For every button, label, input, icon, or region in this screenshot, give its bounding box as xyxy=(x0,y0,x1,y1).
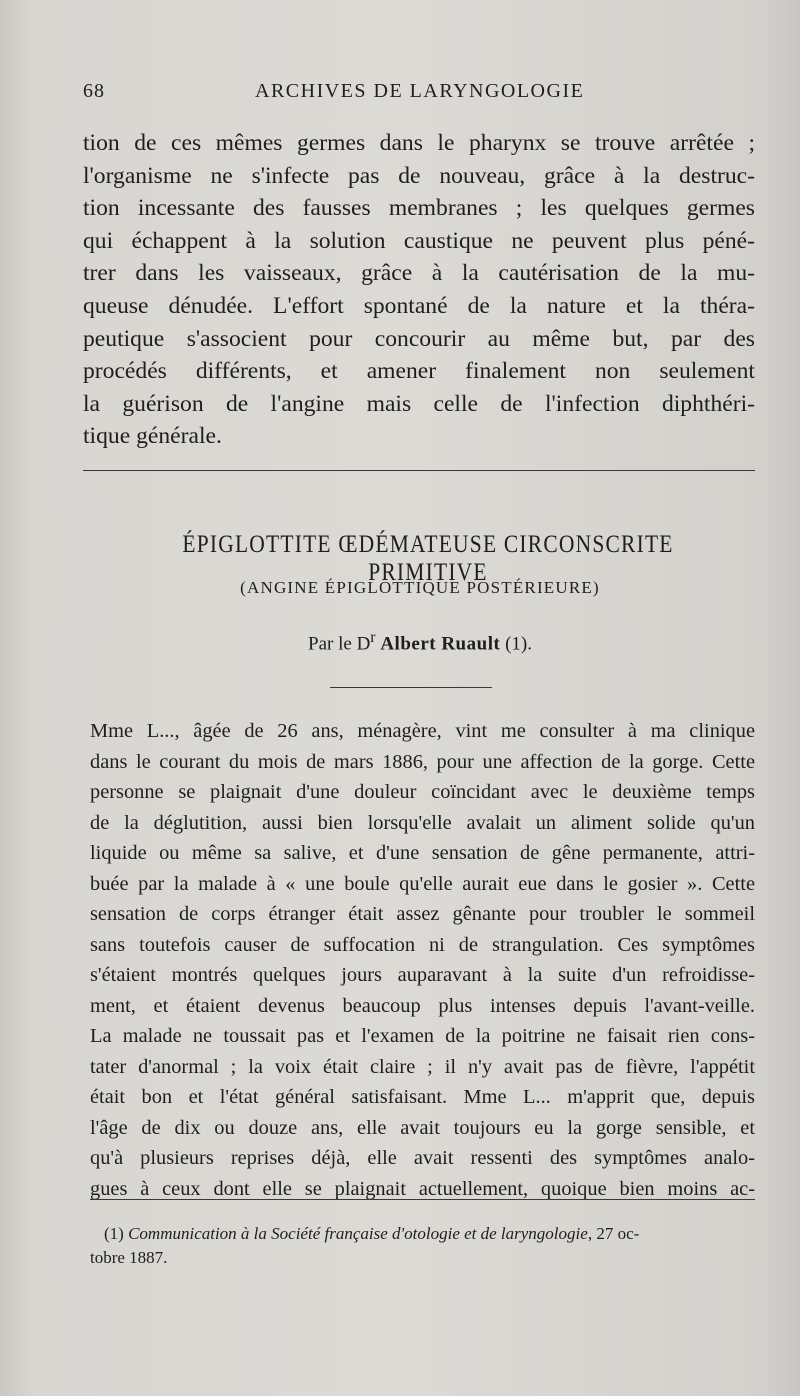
text-line: tique générale. xyxy=(83,423,222,450)
text-line: La malade ne toussait pas et l'examen de la poitrine ne faisait rien cons- xyxy=(90,1025,755,1047)
footnote-marker: (1) xyxy=(104,1224,129,1243)
footnote-divider xyxy=(90,1199,755,1200)
section-divider xyxy=(83,470,755,471)
text-line: qui échappent à la solution caustique ne peuvent plus péné- xyxy=(83,227,755,254)
journal-title: ARCHIVES DE LARYNGOLOGIE xyxy=(255,80,585,102)
text-line: qu'à plusieurs reprises déjà, elle avait ressenti des symptômes analo- xyxy=(90,1147,755,1169)
text-line: trer dans les vaisseaux, grâce à la cautérisation de la mu- xyxy=(83,260,755,287)
article-body xyxy=(90,716,755,1204)
text-line: dans le courant du mois de mars 1886, pour une affection de la gorge. Cette xyxy=(90,750,755,773)
text-line: tion de ces mêmes germes dans le pharynx se trouve arrêtée ; xyxy=(83,130,755,156)
footnote-line-continued: tobre 1887. xyxy=(90,1248,168,1267)
previous-article-ending xyxy=(83,127,755,453)
text-line: sensation de corps étranger était assez gênante pour troubler le sommeil xyxy=(90,903,755,925)
text-line: sans toutefois causer de suffocation ni de strangulation. Ces symptômes xyxy=(90,933,755,956)
byline-prefix: Par le D xyxy=(308,633,371,655)
page-number: 68 xyxy=(83,80,105,102)
byline-suffix: (1). xyxy=(500,633,532,655)
text-line: peutique s'associent pour concourir au même but, par des xyxy=(83,325,755,352)
text-line: tion incessante des fausses membranes ; les quelques germes xyxy=(83,195,755,222)
byline xyxy=(100,629,740,655)
text-line: liquide ou même sa salive, et d'une sensation de gêne permanente, attri- xyxy=(90,842,755,864)
text-line: était bon et l'état général satisfaisant. Mme L... m'apprit que, depuis xyxy=(90,1086,755,1108)
text-line: la guérison de l'angine mais celle de l'infection diphthéri- xyxy=(83,390,755,417)
article-title: ÉPIGLOTTITE ŒDÉMATEUSE CIRCONSCRITE PRIMITIVE xyxy=(182,531,674,586)
text-line: l'organisme ne s'infecte pas de nouveau, grâce à la destruc- xyxy=(83,162,755,189)
text-line: Mme L..., âgée de 26 ans, ménagère, vint me consulter à ma clinique xyxy=(90,720,755,742)
footnote-date: , 27 oc- xyxy=(587,1224,640,1243)
text-line: tater d'anormal ; la voix était claire ; il n'y avait pas de fièvre, l'appétit xyxy=(90,1055,755,1078)
text-line: de la déglutition, aussi bien lorsqu'elle avalait un aliment solide qu'un xyxy=(90,811,755,834)
text-line: personne se plaignait d'une douleur coïncidant avec le deuxième temps xyxy=(90,781,755,803)
text-line: l'âge de dix ou douze ans, elle avait toujours eu la gorge sensible, et xyxy=(90,1116,755,1139)
byline-superscript: r xyxy=(370,629,376,646)
text-line: gues à ceux dont elle se plaignait actuellement, quoique bien moins ac- xyxy=(90,1177,755,1200)
article-subtitle: (ANGINE ÉPIGLOTTIQUE POSTÉRIEURE) xyxy=(240,578,600,597)
text-line: queuse dénudée. L'effort spontané de la nature et la théra- xyxy=(83,292,755,319)
footnote-citation: Communication à la Société française d'otologie et de laryngologie xyxy=(128,1224,588,1243)
footnote-line xyxy=(90,1222,755,1246)
text-line: procédés différents, et amener finalement non seulement xyxy=(83,358,755,385)
title-divider xyxy=(330,687,492,688)
running-head xyxy=(83,80,755,110)
text-line: buée par la malade à « une boule qu'elle aurait eue dans le gosier ». Cette xyxy=(90,872,755,895)
text-line: s'étaient montrés quelques jours auparavant à la suite d'un refroidisse- xyxy=(90,964,755,986)
author-name: Albert Ruault xyxy=(380,633,501,655)
text-line: ment, et étaient devenus beaucoup plus intenses depuis l'avant-veille. xyxy=(90,994,755,1017)
footnote xyxy=(90,1222,755,1270)
